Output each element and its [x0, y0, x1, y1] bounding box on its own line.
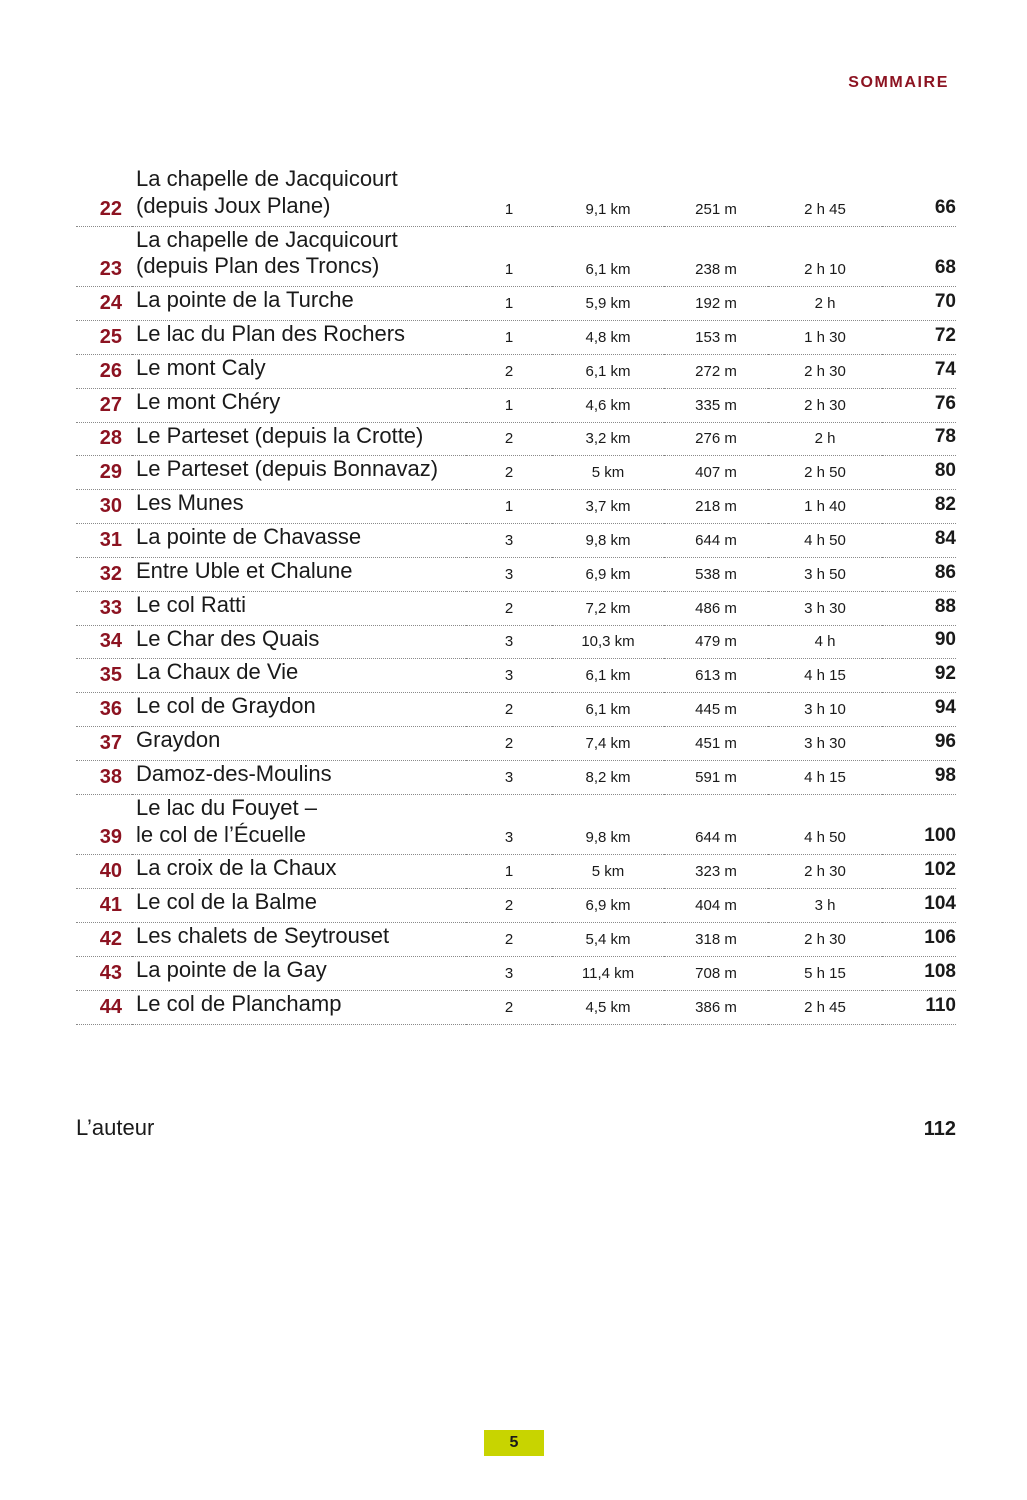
route-number: 39	[76, 794, 132, 855]
route-title-line1: La croix de la Chaux	[136, 855, 337, 881]
route-title	[132, 794, 466, 855]
route-distance: 3,7 km	[552, 490, 664, 524]
route-duration: 2 h 30	[768, 923, 882, 957]
route-elevation: 153 m	[664, 321, 768, 355]
table-row[interactable]	[76, 760, 956, 794]
route-distance: 6,1 km	[552, 354, 664, 388]
route-difficulty: 1	[466, 388, 552, 422]
route-title-line2: (depuis Joux Plane)	[136, 192, 331, 218]
route-difficulty: 2	[466, 889, 552, 923]
route-duration: 2 h	[768, 287, 882, 321]
route-title	[132, 166, 466, 226]
route-number: 32	[76, 557, 132, 591]
route-number: 26	[76, 354, 132, 388]
route-title-line1: Entre Uble et Chalune	[136, 557, 353, 583]
table-row[interactable]	[76, 557, 956, 591]
route-page-number: 90	[882, 625, 956, 659]
table-row[interactable]	[76, 956, 956, 990]
route-title	[132, 456, 466, 490]
table-row[interactable]	[76, 490, 956, 524]
route-elevation: 407 m	[664, 456, 768, 490]
route-title	[132, 524, 466, 558]
route-title-line1: Graydon	[136, 727, 221, 753]
route-number: 38	[76, 760, 132, 794]
route-elevation: 708 m	[664, 956, 768, 990]
route-elevation: 276 m	[664, 422, 768, 456]
table-row[interactable]	[76, 889, 956, 923]
route-page-number: 96	[882, 727, 956, 761]
route-elevation: 479 m	[664, 625, 768, 659]
table-row[interactable]	[76, 855, 956, 889]
route-page-number: 110	[882, 990, 956, 1024]
route-distance: 10,3 km	[552, 625, 664, 659]
route-number: 31	[76, 524, 132, 558]
route-elevation: 238 m	[664, 226, 768, 287]
table-row[interactable]	[76, 923, 956, 957]
route-title	[132, 855, 466, 889]
table-row[interactable]	[76, 625, 956, 659]
route-page-number: 80	[882, 456, 956, 490]
route-title-line1: La pointe de la Turche	[136, 287, 354, 313]
route-title-line1: La pointe de la Gay	[136, 956, 327, 982]
route-duration: 3 h 30	[768, 591, 882, 625]
route-duration: 4 h 15	[768, 659, 882, 693]
route-difficulty: 3	[466, 557, 552, 591]
route-title	[132, 727, 466, 761]
route-title-line1: La chapelle de Jacquicourt	[136, 226, 398, 252]
route-distance: 5 km	[552, 456, 664, 490]
route-duration: 2 h 45	[768, 990, 882, 1024]
route-page-number: 78	[882, 422, 956, 456]
route-difficulty: 3	[466, 956, 552, 990]
route-title-line1: Le Parteset (depuis la Crotte)	[136, 422, 424, 448]
route-elevation: 318 m	[664, 923, 768, 957]
route-number: 33	[76, 591, 132, 625]
route-number: 24	[76, 287, 132, 321]
route-difficulty: 1	[466, 855, 552, 889]
table-row[interactable]	[76, 422, 956, 456]
route-distance: 11,4 km	[552, 956, 664, 990]
route-page-number: 68	[882, 226, 956, 287]
route-page-number: 106	[882, 923, 956, 957]
table-row[interactable]	[76, 456, 956, 490]
route-page-number: 88	[882, 591, 956, 625]
route-elevation: 644 m	[664, 524, 768, 558]
table-row[interactable]	[76, 524, 956, 558]
route-difficulty: 1	[466, 490, 552, 524]
route-page-number: 104	[882, 889, 956, 923]
route-title-line2: le col de l’Écuelle	[136, 821, 306, 847]
route-title-line1: Le mont Chéry	[136, 388, 281, 414]
route-number: 34	[76, 625, 132, 659]
route-number: 41	[76, 889, 132, 923]
route-page-number: 108	[882, 956, 956, 990]
route-number: 40	[76, 855, 132, 889]
route-distance: 5,9 km	[552, 287, 664, 321]
route-distance: 6,1 km	[552, 226, 664, 287]
route-number: 37	[76, 727, 132, 761]
route-difficulty: 1	[466, 321, 552, 355]
toc-table	[76, 166, 956, 1025]
route-duration: 3 h	[768, 889, 882, 923]
route-difficulty: 2	[466, 422, 552, 456]
route-title	[132, 990, 466, 1024]
table-row[interactable]	[76, 287, 956, 321]
route-title-line1: La Chaux de Vie	[136, 659, 299, 685]
route-difficulty: 3	[466, 659, 552, 693]
route-duration: 2 h 50	[768, 456, 882, 490]
route-title	[132, 625, 466, 659]
route-distance: 6,9 km	[552, 557, 664, 591]
table-of-contents	[76, 166, 956, 1025]
route-elevation: 451 m	[664, 727, 768, 761]
route-elevation: 404 m	[664, 889, 768, 923]
route-title	[132, 287, 466, 321]
author-entry[interactable]	[76, 1115, 956, 1141]
route-distance: 6,9 km	[552, 889, 664, 923]
route-title-line1: Le lac du Plan des Rochers	[136, 321, 406, 347]
section-header: SOMMAIRE	[848, 74, 949, 91]
route-duration: 1 h 30	[768, 321, 882, 355]
route-elevation: 538 m	[664, 557, 768, 591]
route-elevation: 591 m	[664, 760, 768, 794]
route-distance: 6,1 km	[552, 693, 664, 727]
route-duration: 1 h 40	[768, 490, 882, 524]
route-title	[132, 557, 466, 591]
route-title	[132, 226, 466, 287]
route-number: 44	[76, 990, 132, 1024]
route-number: 28	[76, 422, 132, 456]
route-distance: 8,2 km	[552, 760, 664, 794]
route-number: 25	[76, 321, 132, 355]
route-page-number: 70	[882, 287, 956, 321]
author-page-number: 112	[923, 1118, 956, 1140]
route-difficulty: 1	[466, 166, 552, 226]
route-duration: 5 h 15	[768, 956, 882, 990]
route-title-line1: Le col Ratti	[136, 591, 247, 617]
route-title-line1: Le col de la Balme	[136, 889, 317, 915]
route-title-line1: Les chalets de Seytrouset	[136, 923, 390, 949]
route-number: 35	[76, 659, 132, 693]
route-page-number: 66	[882, 166, 956, 226]
route-duration: 3 h 10	[768, 693, 882, 727]
route-page-number: 76	[882, 388, 956, 422]
route-title-line1: Le Char des Quais	[136, 625, 320, 651]
route-duration: 4 h	[768, 625, 882, 659]
route-title	[132, 388, 466, 422]
route-duration: 2 h 10	[768, 226, 882, 287]
route-page-number: 74	[882, 354, 956, 388]
route-title-line1: Les Munes	[136, 490, 244, 516]
route-elevation: 644 m	[664, 794, 768, 855]
route-distance: 9,1 km	[552, 166, 664, 226]
route-title	[132, 693, 466, 727]
route-number: 36	[76, 693, 132, 727]
table-row[interactable]	[76, 354, 956, 388]
route-title	[132, 422, 466, 456]
route-distance: 6,1 km	[552, 659, 664, 693]
route-duration: 3 h 30	[768, 727, 882, 761]
route-title	[132, 659, 466, 693]
route-difficulty: 3	[466, 625, 552, 659]
route-distance: 4,6 km	[552, 388, 664, 422]
table-row[interactable]	[76, 794, 956, 855]
route-page-number: 82	[882, 490, 956, 524]
table-row[interactable]	[76, 321, 956, 355]
route-duration: 4 h 15	[768, 760, 882, 794]
route-difficulty: 2	[466, 693, 552, 727]
route-elevation: 613 m	[664, 659, 768, 693]
route-number: 23	[76, 226, 132, 287]
route-page-number: 84	[882, 524, 956, 558]
route-distance: 7,2 km	[552, 591, 664, 625]
route-title-line1: Le Parteset (depuis Bonnavaz)	[136, 456, 439, 482]
route-duration: 2 h 30	[768, 855, 882, 889]
route-title-line1: Damoz-des-Moulins	[136, 760, 332, 786]
route-title	[132, 923, 466, 957]
route-distance: 3,2 km	[552, 422, 664, 456]
route-distance: 4,5 km	[552, 990, 664, 1024]
route-distance: 9,8 km	[552, 794, 664, 855]
route-number: 29	[76, 456, 132, 490]
route-number: 42	[76, 923, 132, 957]
route-difficulty: 1	[466, 287, 552, 321]
route-title-line1: Le mont Caly	[136, 354, 266, 380]
route-duration: 2 h 45	[768, 166, 882, 226]
route-title-line1: Le lac du Fouyet –	[136, 794, 318, 820]
route-difficulty: 1	[466, 226, 552, 287]
route-title	[132, 889, 466, 923]
route-title	[132, 760, 466, 794]
route-title-line1: Le col de Graydon	[136, 693, 316, 719]
route-page-number: 98	[882, 760, 956, 794]
route-elevation: 192 m	[664, 287, 768, 321]
route-difficulty: 2	[466, 923, 552, 957]
route-difficulty: 2	[466, 354, 552, 388]
route-title	[132, 591, 466, 625]
route-page-number: 94	[882, 693, 956, 727]
page-number-badge: 5	[484, 1430, 544, 1456]
route-number: 22	[76, 166, 132, 226]
table-row[interactable]	[76, 591, 956, 625]
route-number: 27	[76, 388, 132, 422]
route-elevation: 486 m	[664, 591, 768, 625]
route-difficulty: 3	[466, 794, 552, 855]
route-elevation: 335 m	[664, 388, 768, 422]
route-number: 43	[76, 956, 132, 990]
route-title	[132, 490, 466, 524]
route-elevation: 445 m	[664, 693, 768, 727]
route-elevation: 386 m	[664, 990, 768, 1024]
route-duration: 3 h 50	[768, 557, 882, 591]
route-title	[132, 321, 466, 355]
route-duration: 2 h 30	[768, 354, 882, 388]
table-row[interactable]	[76, 166, 956, 226]
table-row[interactable]	[76, 990, 956, 1024]
route-elevation: 251 m	[664, 166, 768, 226]
route-title-line1: La chapelle de Jacquicourt	[136, 166, 398, 191]
route-difficulty: 2	[466, 990, 552, 1024]
route-page-number: 72	[882, 321, 956, 355]
route-difficulty: 2	[466, 456, 552, 490]
route-distance: 5 km	[552, 855, 664, 889]
route-duration: 2 h 30	[768, 388, 882, 422]
table-row[interactable]	[76, 693, 956, 727]
route-page-number: 100	[882, 794, 956, 855]
table-row[interactable]	[76, 727, 956, 761]
route-distance: 4,8 km	[552, 321, 664, 355]
route-difficulty: 2	[466, 591, 552, 625]
route-duration: 4 h 50	[768, 524, 882, 558]
route-difficulty: 3	[466, 760, 552, 794]
route-duration: 2 h	[768, 422, 882, 456]
table-row[interactable]	[76, 388, 956, 422]
route-elevation: 272 m	[664, 354, 768, 388]
route-number: 30	[76, 490, 132, 524]
route-elevation: 323 m	[664, 855, 768, 889]
route-elevation: 218 m	[664, 490, 768, 524]
route-difficulty: 2	[466, 727, 552, 761]
route-distance: 9,8 km	[552, 524, 664, 558]
route-difficulty: 3	[466, 524, 552, 558]
route-title-line2: (depuis Plan des Troncs)	[136, 253, 380, 279]
route-page-number: 102	[882, 855, 956, 889]
route-title	[132, 354, 466, 388]
toc-body	[76, 166, 956, 1024]
route-distance: 7,4 km	[552, 727, 664, 761]
table-row[interactable]	[76, 659, 956, 693]
route-duration: 4 h 50	[768, 794, 882, 855]
route-title-line1: Le col de Planchamp	[136, 990, 342, 1016]
table-row[interactable]	[76, 226, 956, 287]
route-title	[132, 956, 466, 990]
route-title-line1: La pointe de Chavasse	[136, 524, 362, 550]
route-distance: 5,4 km	[552, 923, 664, 957]
route-page-number: 92	[882, 659, 956, 693]
route-page-number: 86	[882, 557, 956, 591]
author-label: L’auteur	[76, 1115, 155, 1140]
